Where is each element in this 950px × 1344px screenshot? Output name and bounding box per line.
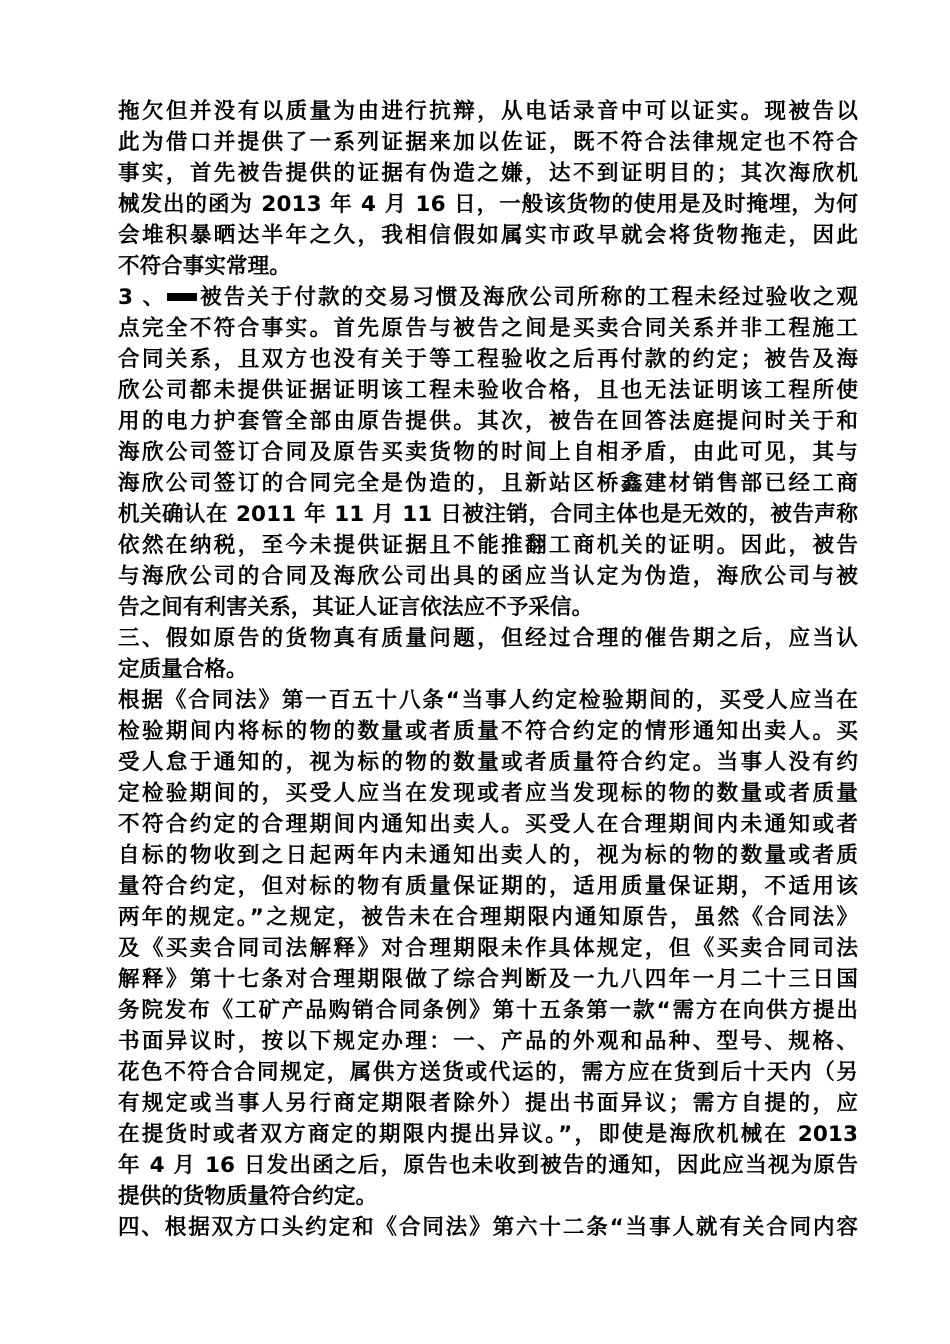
text-line: 书面异议时，按以下规定办理：一、产品的外观和品种、型号、规格、 [118,1029,858,1054]
text-line: 根据《合同法》第一百五十八条“当事人约定检验期间的，买受人应当在 [118,688,858,713]
text-line: 有规定或当事人另行商定期限者除外）提出书面异议；需方自提的，应 [118,1091,858,1116]
text-line: 与海欣公司的合同及海欣公司出具的函应当认定为伪造，海欣公司与被 [118,564,858,589]
text-line: 机关确认在 2011 年 11 月 11 日被注销，合同主体也是无效的，被告声称 [118,502,858,527]
text-line: 受人怠于通知的，视为标的物的数量或者质量符合约定。当事人没有约 [118,750,858,775]
text-line [118,283,858,313]
text-line: 此为借口并提供了一系列证据来加以佐证，既不符合法律规定也不符合 [118,130,858,155]
text-line: 不符合事实常理。 [118,254,291,279]
list-number: 3 、 [118,285,167,310]
list-item-text: 被告关于付款的交易习惯及海欣公司所称的工程未经过验收之观 [198,285,858,310]
text-line: 定质量合格。 [118,657,248,682]
text-line: 械发出的函为 2013 年 4 月 16 日，一般该货物的使用是及时掩埋，为何 [118,192,858,217]
text-line: 检验期间内将标的物的数量或者质量不符合约定的情形通知出卖人。买 [118,719,858,744]
text-line: 定检验期间的，买受人应当在发现或者应当发现标的物的数量或者质量 [118,781,858,806]
text-line: 会堆积暴晒达半年之久，我相信假如属实市政早就会将货物拖走，因此 [118,223,858,248]
text-line: 点完全不符合事实。首先原告与被告之间是买卖合同关系并非工程施工 [118,316,858,341]
text-line: 欣公司都未提供证据证明该工程未验收合格，且也无法证明该工程所使 [118,378,858,403]
text-line: 年 4 月 16 日发出函之后，原告也未收到被告的通知，因此应当视为原告 [118,1153,858,1178]
text-line: 三、假如原告的货物真有质量问题，但经过合理的催告期之后，应当认 [118,626,858,651]
text-line: 量符合约定，但对标的物有质量保证期的，适用质量保证期，不适用该 [118,874,858,899]
text-line: 及《买卖合同司法解释》对合理期限未作具体规定，但《买卖合同司法 [118,936,858,961]
text-line: 合同关系，且双方也没有关于等工程验收之后再付款的约定；被告及海 [118,347,858,372]
text-line: 拖欠但并没有以质量为由进行抗辩，从电话录音中可以证实。现被告以 [118,99,858,124]
text-line: 在提货时或者双方商定的期限内提出异议。”，即使是海欣机械在 2013 [118,1122,858,1147]
text-line: 依然在纳税，至今未提供证据且不能推翻工商机关的证明。因此，被告 [118,533,858,558]
text-line: 海欣公司签订的合同完全是伪造的，且新站区桥鑫建材销售部已经工商 [118,471,858,496]
text-line: 两年的规定。”之规定，被告未在合理期限内通知原告，虽然《合同法》 [118,905,858,930]
text-line: 四、根据双方口头约定和《合同法》第六十二条“当事人就有关合同内容 [118,1215,858,1240]
text-line: 告之间有利害关系，其证人证言依法应不予采信。 [118,595,594,620]
text-line: 用的电力护套管全部由原告提供。其次，被告在回答法庭提问时关于和 [118,409,858,434]
text-line: 不符合约定的合理期间内通知出卖人。买受人在合理期间内未通知或者 [118,812,858,837]
text-line: 海欣公司签订合同及原告买卖货物的时间上自相矛盾，由此可见，其与 [118,440,858,465]
text-line: 提供的货物质量符合约定。 [118,1184,378,1209]
redaction-mark [167,293,197,301]
text-line: 解释》第十七条对合理期限做了综合判断及一九八四年一月二十三日国 [118,967,858,992]
text-line: 事实，首先被告提供的证据有伪造之嫌，达不到证明目的；其次海欣机 [118,161,858,186]
text-line: 务院发布《工矿产品购销合同条例》第十五条第一款“需方在向供方提出 [118,998,858,1023]
text-line: 花色不符合合同规定，属供方送货或代运的，需方应在货到后十天内（另 [118,1060,858,1085]
text-line: 自标的物收到之日起两年内未通知出卖人的，视为标的物的数量或者质 [118,843,858,868]
